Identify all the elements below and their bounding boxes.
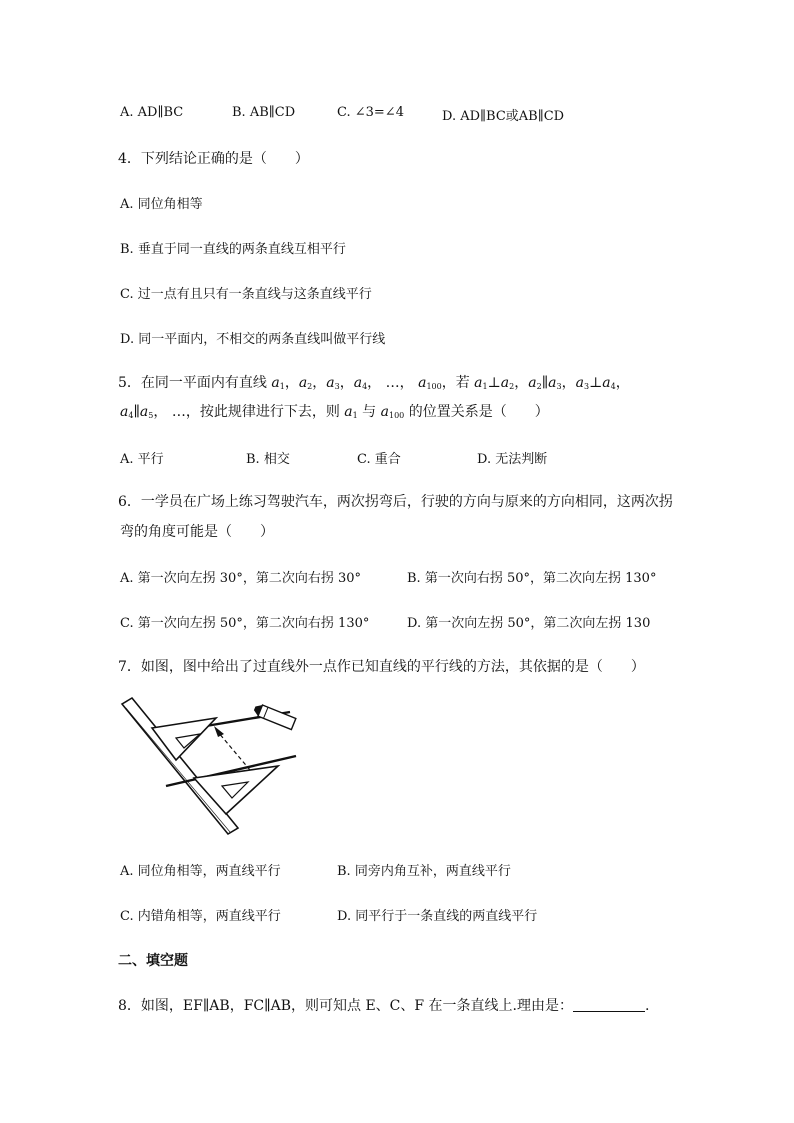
- q5-option-d: D. 无法判断: [477, 452, 548, 467]
- sub: 1: [279, 382, 285, 391]
- var-a: a: [353, 375, 363, 391]
- answer-blank[interactable]: [573, 999, 645, 1012]
- q7-option-d: D. 同平行于一条直线的两直线平行: [337, 909, 538, 924]
- q5-end: 的位置关系是（ ）: [404, 404, 549, 420]
- q7-option-b: B. 同旁内角互补，两直线平行: [337, 864, 511, 879]
- perp-symbol: ⊥: [589, 375, 603, 391]
- section-heading: 二、填空题: [118, 953, 188, 969]
- var-a: a: [548, 375, 557, 391]
- q5-option-c: C. 重合: [357, 452, 401, 467]
- comma: ，: [615, 375, 630, 391]
- var-a: a: [120, 404, 129, 420]
- q5-suffix: ，按此规律进行下去，则: [185, 404, 345, 420]
- sub: 2: [536, 382, 542, 391]
- var-a: a: [602, 375, 611, 391]
- var-a: a: [418, 375, 427, 391]
- perp-symbol: ⊥: [487, 375, 501, 391]
- sub: 100: [426, 382, 442, 391]
- q4-option-c: C. 过一点有且只有一条直线与这条直线平行: [120, 287, 372, 302]
- q5-stem-prefix: 5．在同一平面内有直线: [118, 375, 272, 391]
- sub: 3: [334, 382, 340, 391]
- q5-stem-line1: [118, 372, 630, 392]
- sub: 4: [128, 411, 134, 420]
- q8-stem: [118, 995, 649, 1015]
- var-a: a: [528, 375, 537, 391]
- parallel-symbol: ∥: [133, 404, 140, 420]
- q5-with: 与: [357, 404, 381, 420]
- q6-option-b: B. 第一次向右拐 50°，第二次向左拐 130°: [407, 571, 657, 586]
- var-a: a: [575, 375, 584, 391]
- q3-option-a: A. AD∥BC: [120, 105, 184, 120]
- ruler-shape: [122, 698, 238, 834]
- var-a: a: [139, 404, 149, 420]
- var-a: a: [380, 404, 389, 420]
- q7-stem: 7．如图，图中给出了过直线外一点作已知直线的平行线的方法，其依据的是（ ）: [118, 659, 645, 675]
- sub: 3: [583, 382, 590, 391]
- var-a: a: [326, 375, 335, 391]
- comma: ，: [514, 375, 529, 391]
- translation-dashed-line: [218, 732, 250, 770]
- comma: ，: [153, 404, 168, 420]
- q6-option-c: C. 第一次向左拐 50°，第二次向右拐 130°: [120, 616, 370, 631]
- sub: 1: [352, 411, 358, 420]
- q5-option-a: A. 平行: [120, 452, 164, 467]
- q8-stem-text: 8．如图，EF∥AB，FC∥AB，则可知点 E、C、F 在一条直线上.理由是：: [118, 998, 573, 1014]
- q3-option-d: D. AD∥BC或AB∥CD: [442, 109, 565, 124]
- sub: 2: [307, 382, 313, 391]
- q8-end: .: [645, 998, 650, 1014]
- var-a: a: [474, 375, 483, 391]
- arrow-head-icon: [214, 726, 224, 737]
- q4-option-d: D. 同一平面内，不相交的两条直线叫做平行线: [120, 332, 386, 347]
- q4-stem: 4．下列结论正确的是（ ）: [118, 151, 309, 167]
- comma: ，: [399, 375, 414, 391]
- sub: 100: [389, 411, 405, 420]
- sub: 4: [362, 382, 368, 391]
- ruler-triangle-figure: [118, 690, 300, 840]
- comma: ，: [284, 375, 299, 391]
- q5-stem-line2: [120, 401, 549, 421]
- q6-stem-line1: 6．一学员在广场上练习驾驶汽车，两次拐弯后，行驶的方向与原来的方向相同，这两次拐: [118, 494, 673, 510]
- comma: ，: [367, 375, 382, 391]
- q7-option-c: C. 内错角相等，两直线平行: [120, 909, 281, 924]
- var-a: a: [344, 404, 353, 420]
- q3-option-c: C. ∠3=∠4: [337, 105, 404, 120]
- q6-stem-line2: 弯的角度可能是（ ）: [120, 524, 274, 540]
- comma: ，: [339, 375, 354, 391]
- comma: ，: [561, 375, 576, 391]
- ellipsis: …: [385, 375, 400, 391]
- q5-if: ，若: [441, 375, 475, 391]
- q4-option-b: B. 垂直于同一直线的两条直线互相平行: [120, 242, 346, 257]
- sub: 2: [509, 382, 515, 391]
- q5-option-b: B. 相交: [246, 452, 290, 467]
- sub: 5: [148, 411, 154, 420]
- comma: ，: [312, 375, 327, 391]
- sub: 1: [482, 382, 488, 391]
- ellipsis: …: [171, 404, 186, 420]
- q6-option-d: D. 第一次向左拐 50°，第二次向左拐 130: [407, 616, 651, 631]
- parallel-symbol: ∥: [541, 375, 549, 391]
- var-a: a: [500, 375, 510, 391]
- sub: 4: [610, 382, 616, 391]
- q4-option-a: A. 同位角相等: [120, 197, 203, 212]
- q6-option-a: A. 第一次向左拐 30°，第二次向右拐 30°: [120, 571, 362, 586]
- q7-option-a: A. 同位角相等，两直线平行: [120, 864, 281, 879]
- sub: 3: [556, 382, 562, 391]
- var-a: a: [271, 375, 280, 391]
- q3-option-b: B. AB∥CD: [232, 105, 296, 120]
- var-a: a: [298, 375, 308, 391]
- pencil-icon: [252, 703, 295, 730]
